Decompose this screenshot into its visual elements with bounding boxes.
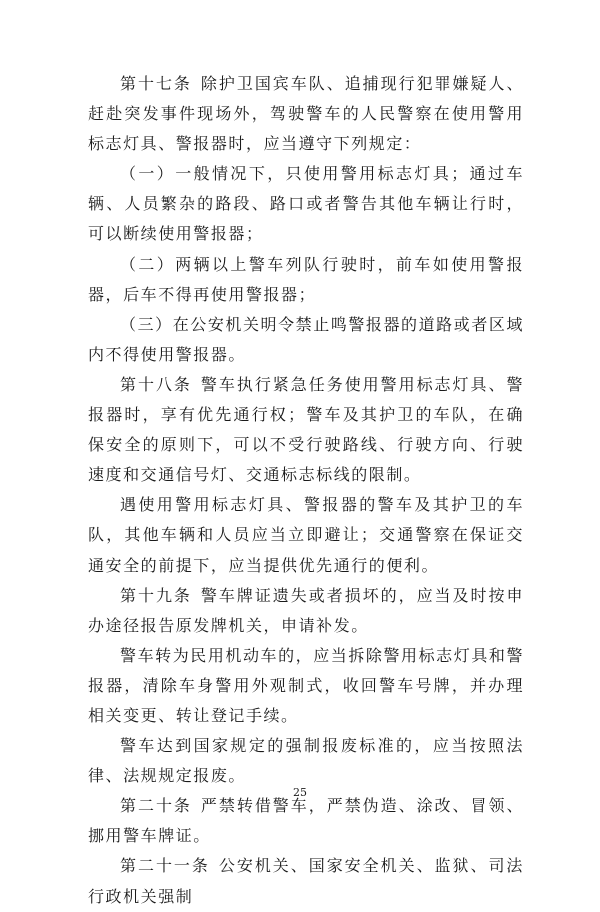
paragraph xyxy=(88,581,524,641)
page-number: 25 xyxy=(293,786,307,799)
article-number: 第二十一条 xyxy=(120,856,210,876)
paragraph xyxy=(88,370,524,490)
paragraph-text: （三）在公安机关明令禁止鸣警报器的道路或者区域内不得使用警报器。 xyxy=(88,314,524,364)
paragraph xyxy=(88,851,524,911)
paragraph-text: 公安机关、国家安全机关、监狱、司法行政机关强制 xyxy=(88,856,524,906)
paragraph-text: 严禁转借警车，严禁伪造、涂改、冒领、挪用警车牌证。 xyxy=(88,796,525,846)
paragraph-text: 警车达到国家规定的强制报废标准的，应当按照法律、法规规定报废。 xyxy=(88,736,524,786)
paragraph xyxy=(88,641,524,731)
paragraph-text: 除护卫国宾车队、追捕现行犯罪嫌疑人、赶赴突发事件现场外，驾驶警车的人民警察在使用警用标志灯具、警报器时，应当遵守下列规定： xyxy=(88,74,525,154)
paragraph xyxy=(88,490,524,580)
paragraph-text: 遇使用警用标志灯具、警报器的警车及其护卫的车队，其他车辆和人员应当立即避让；交通警察在保证交通安全的前提下，应当提供优先通行的便利。 xyxy=(88,495,524,575)
paragraph-text: 警车转为民用机动车的，应当拆除警用标志灯具和警报器，清除车身警用外观制式，收回警车号牌，并办理相关变更、转让登记手续。 xyxy=(88,645,524,725)
article-number: 第二十条 xyxy=(120,796,192,816)
paragraph-text: （二）两辆以上警车列队行驶时，前车如使用警报器，后车不得再使用警报器； xyxy=(88,254,524,304)
paragraph-text: 警车执行紧急任务使用警用标志灯具、警报器时，享有优先通行权；警车及其护卫的车队，在确保安全的原则下，可以不受行驶路线、行驶方向、行驶速度和交通信号灯、交通标志标线的限制。 xyxy=(88,374,525,485)
paragraph xyxy=(88,310,524,370)
paragraph-text: （一）一般情况下，只使用警用标志灯具；通过车辆、人员繁杂的路段、路口或者警告其他车辆让行时，可以断续使用警报器； xyxy=(88,164,524,244)
paragraph xyxy=(88,250,524,310)
article-number: 第十七条 xyxy=(120,74,192,93)
article-number: 第十八条 xyxy=(120,374,192,394)
article-number: 第十九条 xyxy=(120,585,192,605)
paragraph xyxy=(88,731,524,791)
paragraph xyxy=(88,159,524,249)
paragraph-text: 警车牌证遗失或者损坏的，应当及时按申办途径报告原发牌机关，申请补发。 xyxy=(88,585,525,635)
paragraph xyxy=(88,69,524,159)
paragraph xyxy=(88,791,524,851)
